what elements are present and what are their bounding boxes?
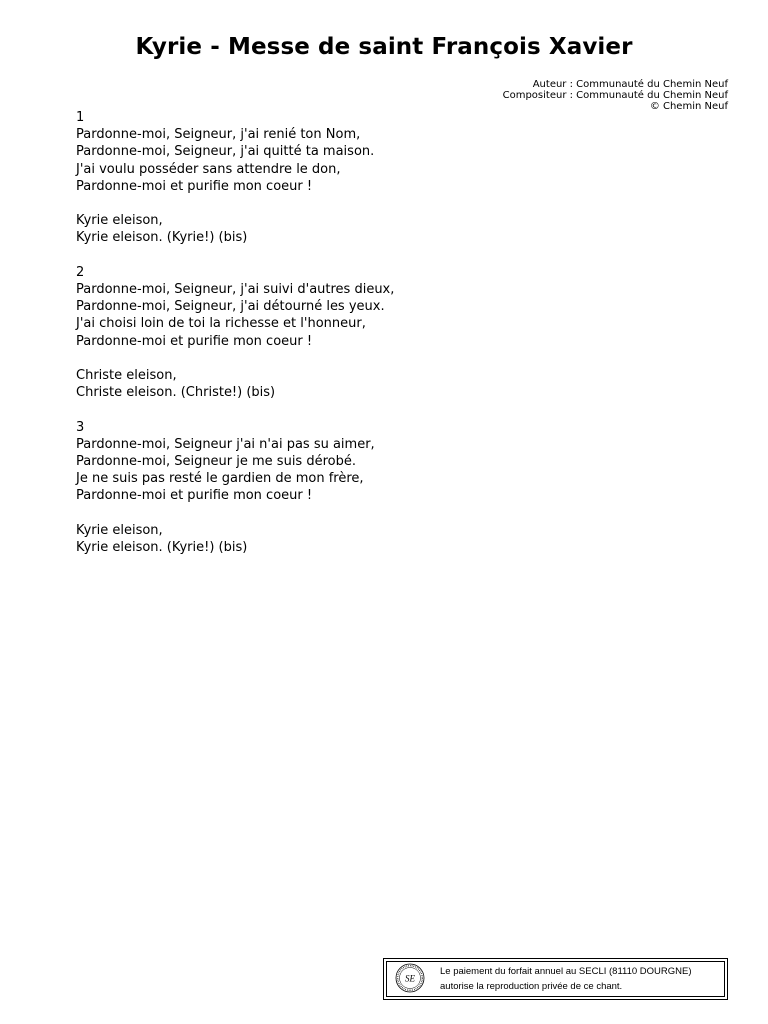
verse-2	[76, 264, 394, 350]
license-line-2: autorise la reproduction privée de ce chant.	[440, 981, 623, 992]
lyric-line: J'ai choisi loin de toi la richesse et l'honneur,	[76, 316, 366, 332]
seal-letters: SE	[405, 973, 415, 984]
lyric-line: Pardonne-moi et purifie mon coeur !	[76, 333, 313, 349]
lyrics	[76, 109, 394, 573]
refrain-kyrie-1	[76, 212, 394, 246]
lyric-line: Pardonne-moi, Seigneur, j'ai renié ton Nom,	[76, 127, 361, 143]
verse-1	[76, 109, 394, 195]
license-text	[440, 964, 692, 994]
lyric-line: Christe eleison. (Christe!) (bis)	[76, 385, 276, 401]
verse-number: 2	[76, 264, 85, 280]
lyric-line: Pardonne-moi et purifie mon coeur !	[76, 178, 313, 194]
verse-number: 1	[76, 110, 85, 125]
license-notice	[383, 958, 728, 1000]
lyric-line: Pardonne-moi, Seigneur je me suis dérobé.	[76, 454, 356, 469]
page-title: Kyrie - Messe de saint François Xavier	[135, 34, 633, 60]
lyric-line: Kyrie eleison. (Kyrie!) (bis)	[76, 230, 248, 246]
lyric-line: Kyrie eleison,	[76, 522, 163, 538]
verse-3	[76, 419, 394, 505]
refrain-christe	[76, 367, 394, 401]
lyric-line: Je ne suis pas resté le gardien de mon frère,	[76, 471, 364, 487]
lyric-line: Pardonne-moi, Seigneur, j'ai détourné les yeux.	[76, 299, 385, 315]
lyric-line: J'ai voulu posséder sans attendre le don,	[76, 161, 341, 177]
lyric-line: Pardonne-moi et purifie mon coeur !	[76, 488, 313, 504]
lyric-line: Pardonne-moi, Seigneur j'ai n'ai pas su aimer,	[76, 436, 375, 452]
copyright-credit: © Chemin Neuf	[649, 101, 728, 112]
lyric-line: Pardonne-moi, Seigneur, j'ai suivi d'autres dieux,	[76, 282, 395, 297]
secli-seal-icon	[395, 963, 425, 993]
lyric-line: Christe eleison,	[76, 368, 177, 383]
lyric-line: Kyrie eleison. (Kyrie!) (bis)	[76, 540, 248, 555]
license-line-1: Le paiement du forfait annuel au SECLI (81110 DOURGNE)	[440, 966, 692, 977]
composer-credit: Compositeur : Communauté du Chemin Neuf	[502, 90, 728, 101]
verse-number: 3	[76, 419, 85, 435]
refrain-kyrie-2	[76, 522, 394, 556]
credits	[503, 79, 728, 112]
lyric-line: Pardonne-moi, Seigneur, j'ai quitté ta maison.	[76, 144, 375, 160]
author-credit: Auteur : Communauté du Chemin Neuf	[532, 79, 728, 90]
lyric-line: Kyrie eleison,	[76, 213, 163, 229]
